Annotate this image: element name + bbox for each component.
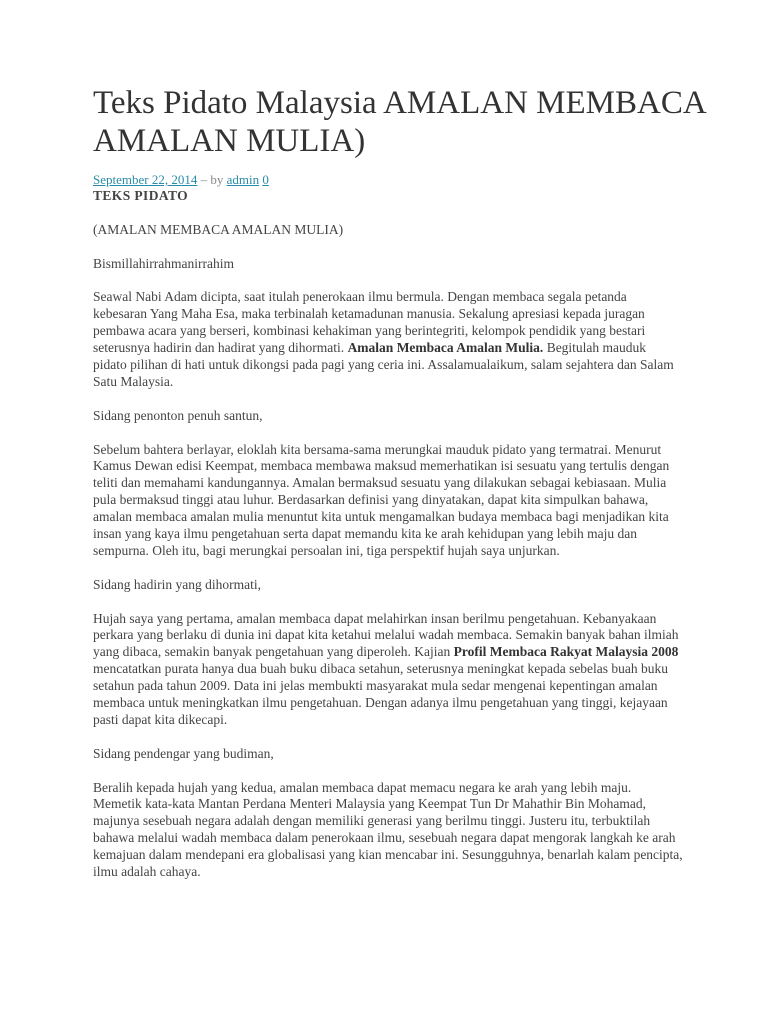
comments-link[interactable]: 0: [262, 172, 269, 187]
paragraph-argument-one: [93, 611, 683, 729]
paragraph-definition: Sebelum bahtera berlayar, eloklah kita bersama-sama merungkai mauduk pidato yang termatrai. Menurut Kamus Dewan edisi Keempat, membaca membawa maksud memerhatikan isi sesuatu yang tertulis dengan teliti dan memahami kandungannya. Amalan bermaksud sesuatu yang dilakukan sebagai kebiasaan. Mulia pula bermaksud tinggi atau luhur. Berdasarkan definisi yang dinyatakan, dapat kita simpulkan bahawa, amalan membaca amalan mulia menuntut kita untuk mengamalkan budaya membaca bagi menjadikan kita insan yang kaya ilmu pengetahuan serta dapat memandu kita ke arah kehidupan yang lebih maju dan sempurna. Oleh itu, bagi merungkai persoalan ini, tiga perspektif hujah saya unjurkan.: [93, 441, 670, 558]
post-date-link[interactable]: September 22, 2014: [93, 172, 198, 187]
paragraph-intro: [93, 289, 683, 390]
post-meta: [93, 171, 693, 188]
paragraph-text: Hujah saya yang pertama, amalan membaca dapat melahirkan insan berilmu pengetahuan. Kebanyakaan perkara yang berlaku di dunia ini dapat kita ketahui melalui wadah membaca. Semakin banyak bahan ilmiah yang dibaca, semakin banyak pengetahuan yang diperoleh. Kajian: [93, 610, 679, 660]
greeting-line: Sidang penonton penuh santun,: [93, 407, 263, 423]
greeting-line: Sidang pendengar yang budiman,: [93, 745, 274, 761]
post-title: Teks Pidato Malaysia AMALAN MEMBACA AMALAN MULIA): [93, 85, 705, 159]
bold-phrase: Profil Membaca Rakyat Malaysia 2008: [453, 644, 679, 660]
article-body: [93, 188, 683, 898]
paragraph-text: Seawal Nabi Adam dicipta, saat itulah penerokaan ilmu bermula. Dengan membaca segala petanda kebesaran Yang Maha Esa, maka terbinalah ketamadunan manusia. Sekalung apresiasi kepada juragan pembawa acara yang berseri, kombinasi kehakiman yang berintegriti, kelompok pendidik yang bestari seterusnya hadirin dan hadirat yang dihormati.: [93, 289, 646, 356]
section-heading: TEKS PIDATO: [93, 188, 189, 203]
greeting-line: Sidang hadirin yang dihormati,: [93, 576, 261, 592]
paragraph-text: mencatatkan purata hanya dua buah buku dibaca setahun, seterusnya meningkat kepada sebelas buah buku setahun pada tahun 2009. Data ini jelas membukti masyarakat mula sedar mengenai kepentingan amalan membaca untuk meningkatkan ilmu pengetahuan. Dengan adanya ilmu pengetahuan yang tinggi, kejayaan pasti dapat kita dikecapi.: [93, 661, 669, 727]
speech-subtitle: (AMALAN MEMBACA AMALAN MULIA): [93, 221, 344, 237]
opening-line: Bismillahirrahmanirrahim: [93, 255, 234, 271]
paragraph-text: Begitulah mauduk pidato pilihan di hati untuk dikongsi pada pagi yang ceria ini. Assalamualaikum, salam sejahtera dan Salam Satu Malaysia.: [93, 340, 674, 389]
author-link[interactable]: admin: [226, 172, 260, 187]
bold-phrase: Amalan Membaca Amalan Mulia.: [347, 340, 544, 356]
by-separator: – by: [197, 172, 227, 187]
paragraph-argument-two: Beralih kepada hujah yang kedua, amalan membaca dapat memacu negara ke arah yang lebih maju. Memetik kata-kata Mantan Perdana Menteri Malaysia yang Keempat Tun Dr Mahathir Bin Mohamad, majunya sesebuah negara adalah dengan memiliki generasi yang berilmu tinggi. Justeru itu, terbuktilah bahawa melalui wadah membaca dalam penerokaan ilmu, sesebuah negara dapat mengorak langkah ke arah kemajuan dalam mendepani era globalisasi yang kian mencabar ini. Sesungguhnya, benarlah kalam pencipta, ilmu adalah cahaya.: [93, 779, 683, 880]
